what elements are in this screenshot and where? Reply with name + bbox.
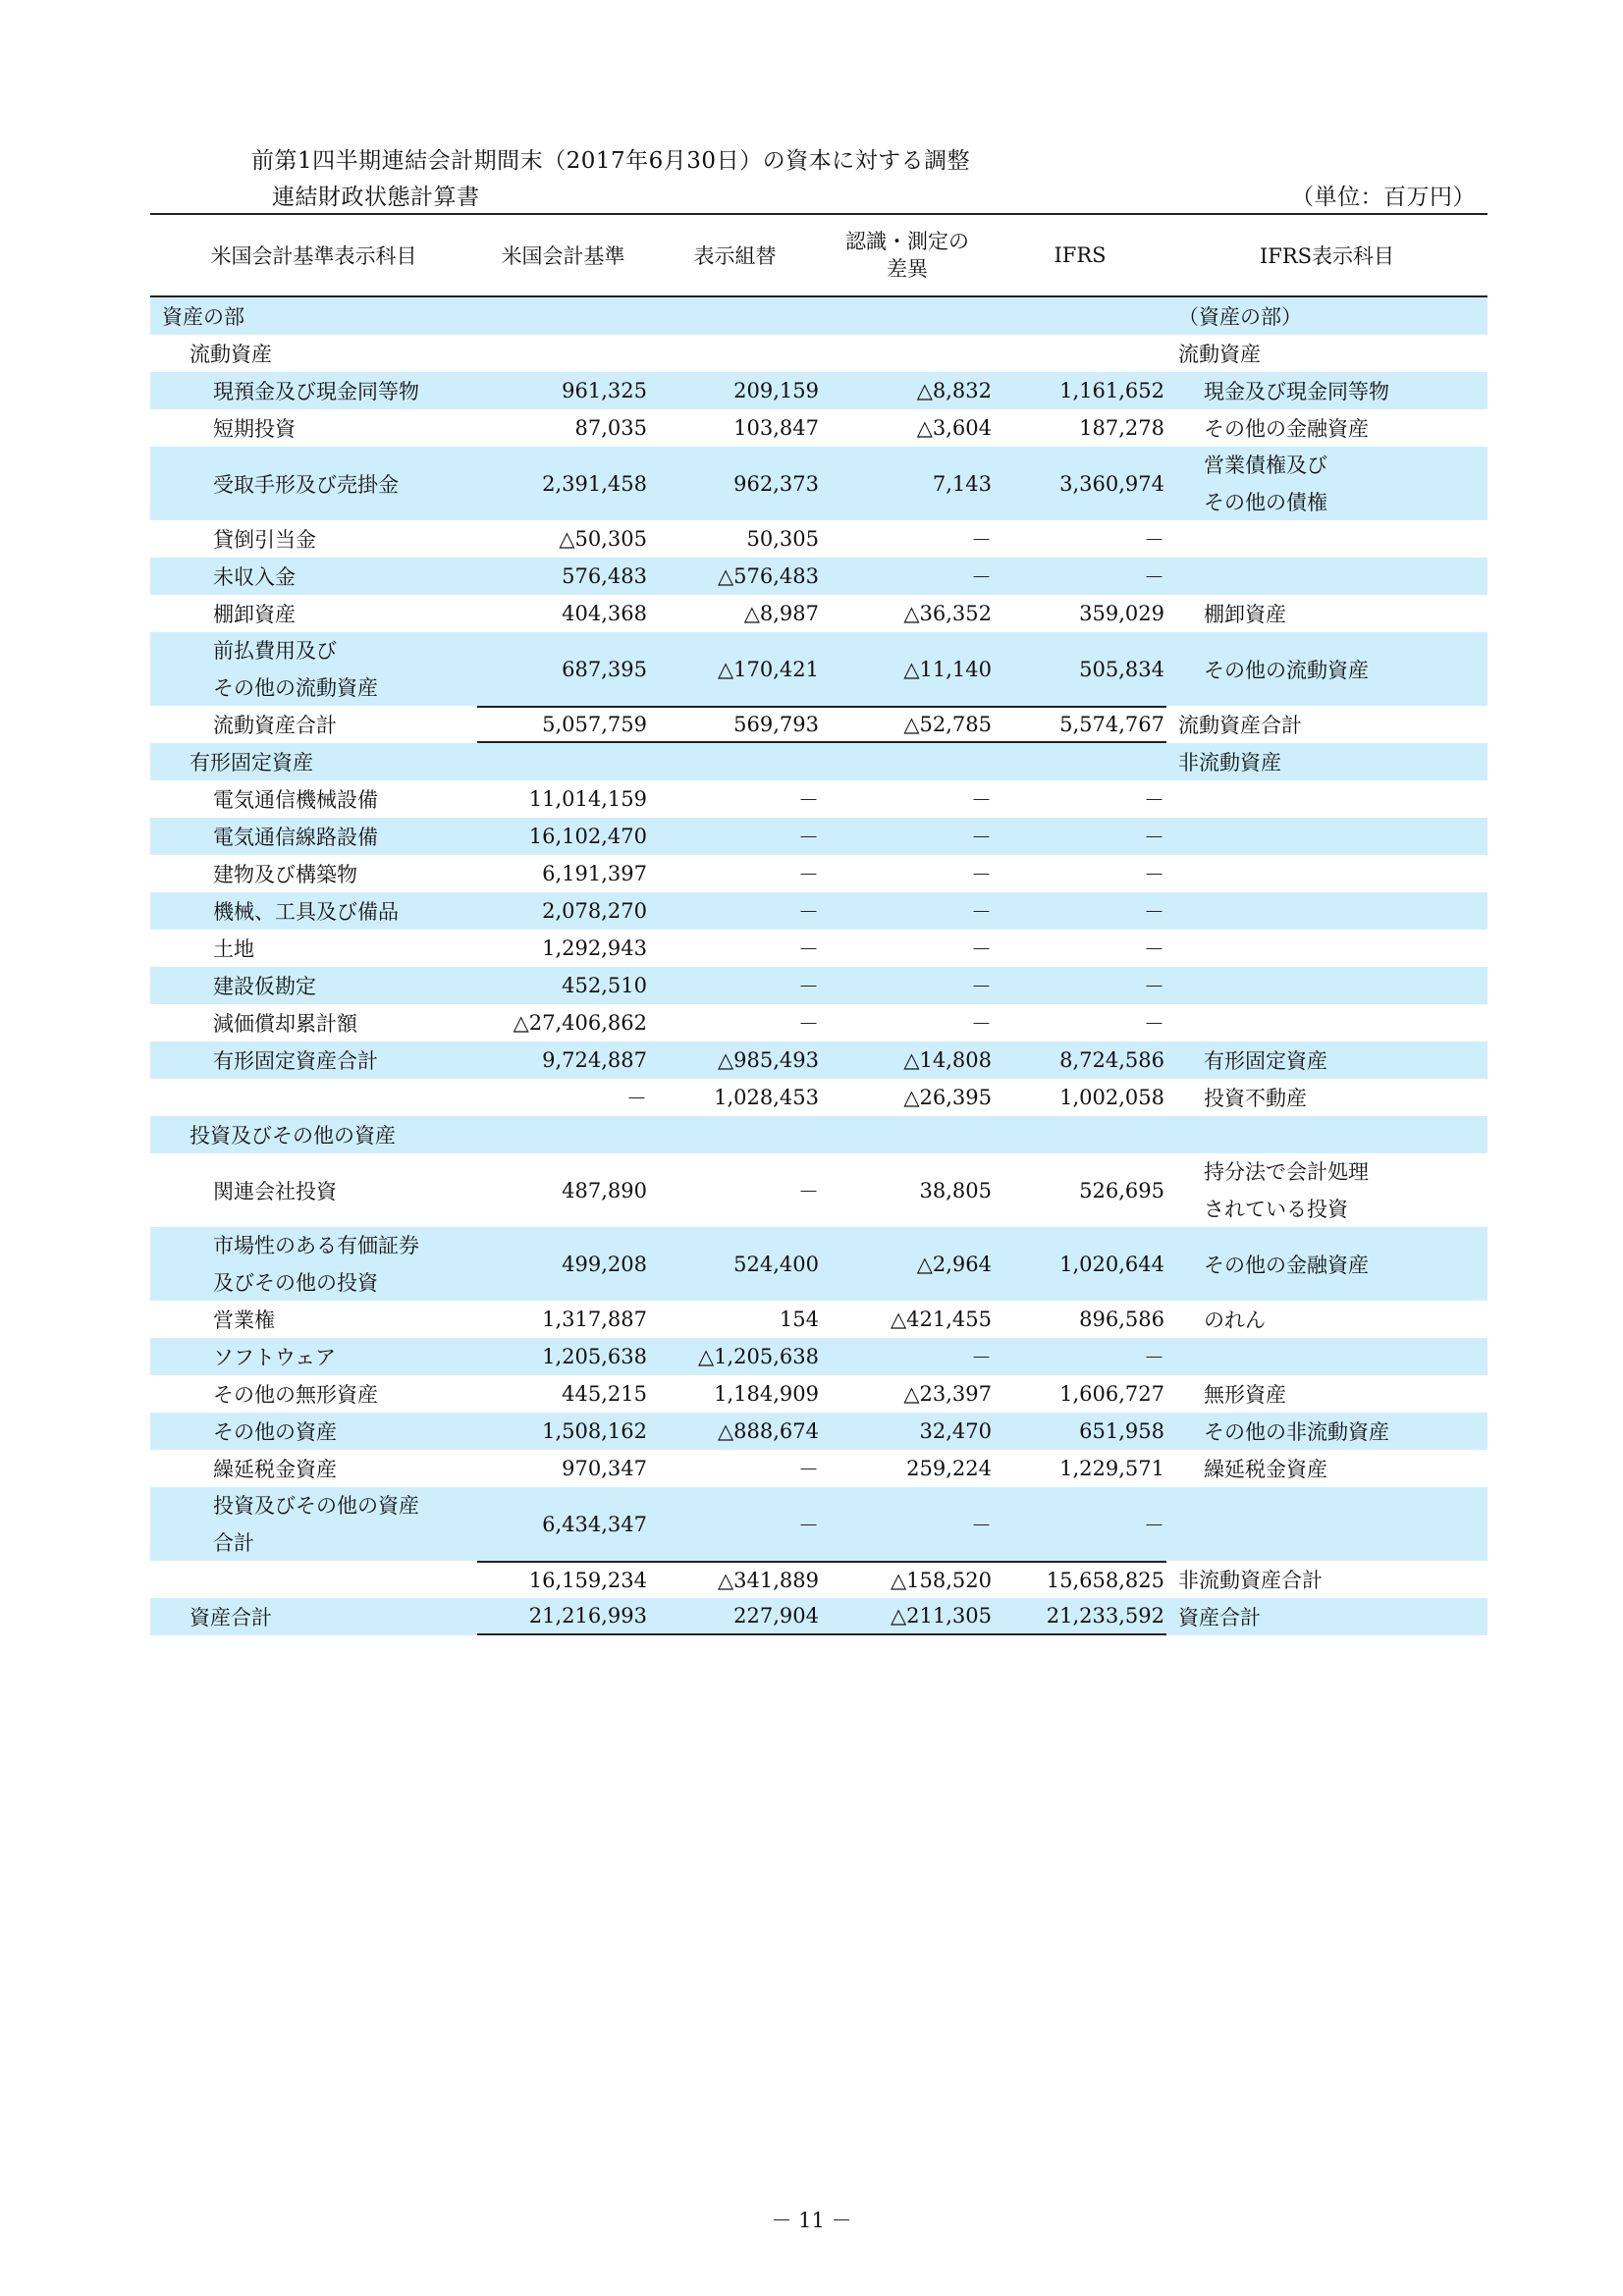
table-header: [150, 215, 1488, 297]
row-ifrs-item: [1166, 1338, 1488, 1375]
row-us-item: 貸倒引当金: [213, 528, 316, 552]
row-ifrs: 3,360,974: [1059, 471, 1164, 496]
row-ifrs: 359,029: [1079, 602, 1164, 625]
row-ifrs-item: のれん: [1204, 1308, 1266, 1332]
row-reclass: －: [798, 1513, 819, 1537]
row-recognition: －: [971, 900, 992, 924]
row-ifrs: 651,958: [1079, 1419, 1164, 1443]
row-ifrs: 1,002,058: [1059, 1086, 1164, 1109]
table-row: [150, 409, 1488, 447]
row-us-gaap: △50,305: [559, 527, 647, 551]
row-us-gaap: 2,391,458: [542, 471, 647, 496]
row-ifrs-item: [1166, 1004, 1488, 1041]
row-ifrs-item: [1166, 930, 1488, 967]
row-us-item: 営業権: [213, 1308, 275, 1332]
row-us-gaap: 487,890: [562, 1178, 647, 1202]
row-recognition: [821, 1116, 994, 1153]
row-recognition: －: [971, 975, 992, 998]
table-row: [150, 297, 1488, 335]
table-row: [150, 892, 1488, 930]
row-ifrs-item: [1166, 1116, 1488, 1153]
table-row: [150, 1487, 1488, 1561]
row-ifrs: －: [1144, 1513, 1164, 1537]
row-reclass: －: [798, 826, 819, 849]
row-ifrs-item: その他の流動資産: [1204, 658, 1369, 682]
row-reclass: 1,184,909: [714, 1382, 819, 1406]
table-row: [150, 818, 1488, 855]
table-row: [150, 1450, 1488, 1487]
row-us-gaap: [477, 1116, 649, 1153]
row-ifrs-item: [1166, 892, 1488, 930]
row-ifrs: 505,834: [1079, 657, 1164, 681]
header-ifrs: IFRS: [1054, 243, 1107, 267]
row-recognition: △211,305: [821, 1598, 994, 1635]
row-ifrs-item: [1166, 558, 1488, 595]
row-us-gaap: 6,191,397: [542, 862, 647, 885]
row-recognition: △11,140: [903, 657, 992, 681]
row-reclass: －: [798, 863, 819, 886]
row-us-gaap: 2,078,270: [542, 899, 647, 923]
row-ifrs: 5,574,767: [994, 706, 1166, 743]
row-recognition: －: [971, 565, 992, 589]
row-recognition: 259,224: [906, 1457, 992, 1480]
table-row: [150, 558, 1488, 595]
row-reclass: 103,847: [733, 416, 819, 440]
row-us-gaap: 1,292,943: [542, 936, 647, 960]
row-ifrs-item: 流動資産: [1178, 343, 1261, 366]
row-us-item: その他の無形資産: [213, 1383, 378, 1407]
row-reclass: [649, 335, 821, 372]
row-ifrs-item: その他の金融資産: [1204, 417, 1369, 441]
row-us-item: [150, 1079, 477, 1116]
table-row: [150, 930, 1488, 967]
row-us-item: 市場性のある有価証券 及びその他の投資: [213, 1233, 419, 1295]
row-reclass: －: [798, 900, 819, 924]
header-ifrs-item: IFRS表示科目: [1259, 244, 1395, 268]
row-us-gaap: 5,057,759: [477, 706, 649, 743]
row-recognition: [821, 743, 994, 780]
table-row: [150, 743, 1488, 780]
table-row: [150, 1041, 1488, 1079]
table-row: [150, 1301, 1488, 1338]
row-reclass: [649, 1116, 821, 1153]
table-row: [150, 520, 1488, 558]
row-us-item: 受取手形及び売掛金: [213, 472, 399, 497]
row-ifrs-item: 営業債権及び その他の債権: [1204, 453, 1327, 514]
row-recognition: △14,808: [903, 1048, 992, 1072]
row-us-gaap: 87,035: [574, 416, 647, 440]
row-us-gaap: 499,208: [562, 1252, 647, 1276]
row-reclass: △576,483: [718, 564, 819, 588]
row-ifrs: －: [1144, 863, 1164, 886]
unit-label: （単位：百万円）: [1291, 185, 1476, 210]
row-us-item: 有形固定資産: [189, 751, 313, 774]
row-us-gaap: 445,215: [562, 1382, 647, 1406]
row-us-gaap: △27,406,862: [513, 1011, 647, 1035]
row-us-item: 建物及び構築物: [213, 863, 357, 886]
row-us-gaap: 9,724,887: [542, 1048, 647, 1072]
row-reclass: －: [798, 1012, 819, 1036]
row-us-item: 未収入金: [213, 565, 296, 589]
row-reclass: 962,373: [733, 471, 819, 496]
row-us-gaap: 452,510: [562, 974, 647, 997]
row-recognition: [821, 297, 994, 335]
table-row: [150, 706, 1488, 743]
row-recognition: 7,143: [932, 471, 992, 496]
row-reclass: －: [798, 1179, 819, 1203]
row-ifrs: －: [1144, 565, 1164, 589]
row-ifrs-item: その他の金融資産: [1204, 1253, 1369, 1277]
row-reclass: 1,028,453: [714, 1086, 819, 1109]
row-ifrs: －: [1144, 937, 1164, 961]
row-us-item: 流動資産合計: [213, 714, 337, 737]
row-ifrs-item: [1166, 780, 1488, 818]
table-row: [150, 1338, 1488, 1375]
row-reclass: －: [798, 1458, 819, 1481]
row-us-gaap: 16,159,234: [477, 1561, 649, 1598]
row-reclass: △341,889: [649, 1561, 821, 1598]
row-us-item: その他の資産: [213, 1420, 337, 1444]
row-reclass: 524,400: [733, 1252, 819, 1276]
header-us-item: 米国会計基準表示科目: [210, 244, 417, 268]
row-ifrs: [994, 297, 1166, 335]
table-row: [150, 1598, 1488, 1635]
page-number: － 11 －: [771, 2209, 852, 2232]
row-us-item: 投資及びその他の資産 合計: [213, 1493, 419, 1555]
row-reclass: △8,987: [743, 602, 819, 625]
row-us-item: [150, 1561, 477, 1598]
row-recognition: △26,395: [903, 1086, 992, 1109]
row-recognition: △23,397: [903, 1382, 992, 1406]
row-reclass: △170,421: [718, 657, 819, 681]
row-us-item: 有形固定資産合計: [213, 1049, 378, 1073]
table-row: [150, 1375, 1488, 1413]
row-reclass: 209,159: [733, 379, 819, 402]
reconciliation-table: [150, 213, 1488, 1635]
row-us-gaap: 1,317,887: [542, 1308, 647, 1331]
row-us-item: 短期投資: [213, 417, 296, 441]
row-ifrs-item: [1166, 520, 1488, 558]
row-reclass: [649, 297, 821, 335]
row-recognition: △2,964: [916, 1252, 992, 1276]
row-ifrs: －: [1144, 1346, 1164, 1369]
row-ifrs-item: [1166, 818, 1488, 855]
row-recognition: －: [971, 1513, 992, 1537]
table-row: [150, 780, 1488, 818]
row-ifrs-item: その他の非流動資産: [1204, 1420, 1389, 1444]
row-recognition: －: [971, 528, 992, 552]
row-recognition: －: [971, 863, 992, 886]
row-ifrs-item: 投資不動産: [1204, 1087, 1307, 1110]
row-us-item: ソフトウェア: [213, 1346, 337, 1369]
row-us-item: 機械、工具及び備品: [213, 900, 399, 924]
table-row: [150, 1079, 1488, 1116]
row-us-gaap: 970,347: [562, 1457, 647, 1480]
row-ifrs: 896,586: [1079, 1308, 1164, 1331]
row-us-gaap: 404,368: [562, 602, 647, 625]
row-ifrs-item: [1166, 1487, 1488, 1561]
row-reclass: △888,674: [718, 1419, 819, 1443]
row-us-item: 繰延税金資産: [213, 1458, 337, 1481]
row-us-gaap: 6,434,347: [542, 1512, 647, 1536]
row-reclass: －: [798, 937, 819, 961]
row-recognition: －: [971, 937, 992, 961]
row-ifrs-item: 棚卸資産: [1204, 603, 1286, 626]
table-row: [150, 595, 1488, 632]
row-ifrs: －: [1144, 975, 1164, 998]
row-recognition: －: [971, 826, 992, 849]
row-reclass: △1,205,638: [697, 1345, 819, 1368]
row-ifrs: [994, 335, 1166, 372]
row-recognition: 32,470: [919, 1419, 992, 1443]
row-ifrs-item: 有形固定資産: [1204, 1049, 1327, 1073]
row-ifrs-item: 流動資産合計: [1178, 714, 1302, 737]
table-row: [150, 1004, 1488, 1041]
row-ifrs-item: [1166, 855, 1488, 892]
row-ifrs-item: （資産の部）: [1178, 305, 1302, 329]
page-title: 前第1四半期連結会計期間末（2017年6月30日）の資本に対する調整: [251, 148, 971, 174]
row-us-gaap: 21,216,993: [477, 1598, 649, 1635]
row-recognition: △158,520: [821, 1561, 994, 1598]
row-us-gaap: 576,483: [562, 564, 647, 588]
table-row: [150, 1561, 1488, 1598]
table-row: [150, 447, 1488, 520]
row-recognition: △52,785: [821, 706, 994, 743]
row-ifrs-item: 繰延税金資産: [1204, 1458, 1327, 1481]
header-recognition: 認識・測定の 差異: [845, 230, 969, 281]
row-reclass: 569,793: [649, 706, 821, 743]
row-us-item: 資産合計: [189, 1606, 272, 1629]
row-ifrs: [994, 1116, 1166, 1153]
row-us-gaap: 11,014,159: [528, 787, 647, 811]
table-row: [150, 967, 1488, 1004]
row-ifrs: 1,020,644: [1059, 1252, 1164, 1276]
row-ifrs: [994, 743, 1166, 780]
row-ifrs-item: [1166, 967, 1488, 1004]
row-recognition: △3,604: [916, 416, 992, 440]
row-us-item: 資産の部: [162, 305, 244, 329]
row-us-gaap: －: [626, 1087, 647, 1110]
table-row: [150, 632, 1488, 706]
row-us-item: 前払費用及び その他の流動資産: [213, 638, 378, 700]
row-us-item: 流動資産: [189, 343, 272, 366]
table-row: [150, 855, 1488, 892]
row-ifrs-item: 非流動資産: [1178, 751, 1281, 774]
row-recognition: －: [971, 1012, 992, 1036]
row-ifrs: －: [1144, 788, 1164, 812]
row-us-gaap: 1,508,162: [542, 1419, 647, 1443]
table-row: [150, 1153, 1488, 1227]
row-us-gaap: 1,205,638: [542, 1345, 647, 1368]
row-reclass: 50,305: [746, 527, 819, 551]
row-us-gaap: [477, 335, 649, 372]
row-ifrs: －: [1144, 900, 1164, 924]
row-us-gaap: 961,325: [562, 379, 647, 402]
row-recognition: △8,832: [916, 379, 992, 402]
row-us-gaap: 16,102,470: [528, 825, 647, 848]
row-reclass: △985,493: [718, 1048, 819, 1072]
header-us-gaap: 米国会計基準: [501, 244, 625, 268]
row-us-item: 減価償却累計額: [213, 1012, 357, 1036]
statement-subtitle: 連結財政状態計算書: [272, 185, 480, 210]
row-us-gaap: 687,395: [562, 657, 647, 681]
table-row: [150, 1227, 1488, 1301]
row-reclass: [649, 743, 821, 780]
row-us-gaap: [477, 743, 649, 780]
row-ifrs: 187,278: [1079, 416, 1164, 440]
row-recognition: △36,352: [903, 602, 992, 625]
row-us-item: 現預金及び現金同等物: [213, 380, 419, 403]
row-us-item: 土地: [213, 937, 254, 961]
row-ifrs-item: 現金及び現金同等物: [1204, 380, 1389, 403]
row-us-item: 建設仮勘定: [213, 975, 316, 998]
row-ifrs: －: [1144, 528, 1164, 552]
row-ifrs-item: 無形資産: [1204, 1383, 1286, 1407]
row-ifrs: 21,233,592: [994, 1598, 1166, 1635]
row-ifrs: 8,724,586: [1059, 1048, 1164, 1072]
row-recognition: △421,455: [891, 1308, 992, 1331]
row-ifrs: 1,229,571: [1059, 1457, 1164, 1480]
table-row: [150, 335, 1488, 372]
row-ifrs: 1,606,727: [1059, 1382, 1164, 1406]
row-ifrs: －: [1144, 1012, 1164, 1036]
row-recognition: [821, 335, 994, 372]
row-ifrs-item: 非流動資産合計: [1178, 1569, 1323, 1592]
row-ifrs: 526,695: [1079, 1178, 1164, 1202]
row-recognition: －: [971, 788, 992, 812]
row-recognition: －: [971, 1346, 992, 1369]
row-us-item: 棚卸資産: [213, 603, 296, 626]
row-us-item: 関連会社投資: [213, 1179, 337, 1203]
table-row: [150, 372, 1488, 409]
row-reclass: 227,904: [649, 1598, 821, 1635]
table-row: [150, 1413, 1488, 1450]
row-us-item: 投資及びその他の資産: [189, 1124, 396, 1148]
row-ifrs-item: 資産合計: [1178, 1606, 1261, 1629]
row-ifrs-item: 持分法で会計処理 されている投資: [1204, 1159, 1369, 1221]
row-us-gaap: [477, 297, 649, 335]
row-ifrs: 15,658,825: [994, 1561, 1166, 1598]
table-row: [150, 1116, 1488, 1153]
row-recognition: 38,805: [919, 1178, 992, 1202]
row-ifrs: 1,161,652: [1059, 379, 1164, 402]
header-reclass: 表示組替: [693, 244, 777, 268]
row-reclass: 154: [779, 1308, 819, 1331]
row-ifrs: －: [1144, 826, 1164, 849]
row-us-item: 電気通信線路設備: [213, 826, 378, 849]
row-reclass: －: [798, 975, 819, 998]
row-reclass: －: [798, 788, 819, 812]
row-us-item: 電気通信機械設備: [213, 788, 378, 812]
